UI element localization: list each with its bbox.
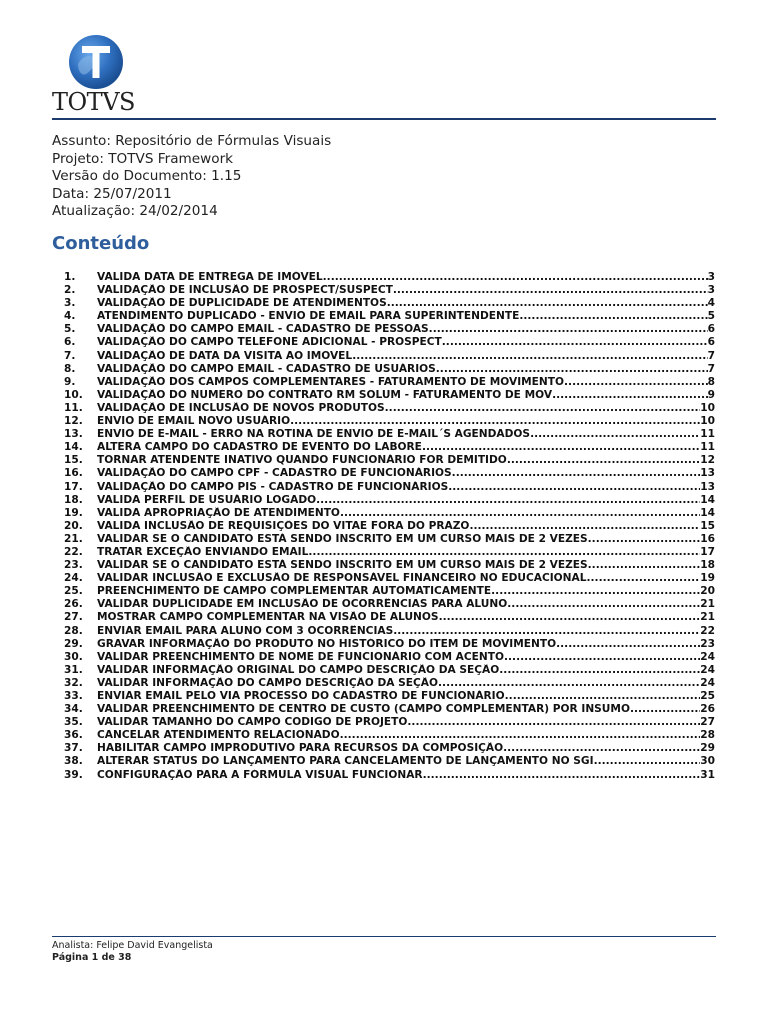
toc-entry-number: 29. bbox=[64, 637, 83, 650]
toc-leader-dots bbox=[290, 415, 700, 428]
toc-entry-page[interactable]: 14 bbox=[700, 506, 715, 519]
toc-entry-page[interactable]: 6 bbox=[707, 336, 715, 349]
logo-wordmark: TOTVS bbox=[52, 88, 135, 116]
toc-leader-dots bbox=[503, 742, 700, 755]
toc-entry-number: 14. bbox=[64, 441, 83, 454]
toc-entry[interactable] bbox=[64, 363, 715, 376]
toc-leader-dots bbox=[556, 638, 700, 651]
toc-entry-title[interactable]: PREENCHIMENTO DE CAMPO COMPLEMENTAR AUTOMATICAMENTE bbox=[97, 585, 492, 598]
toc-entry-title[interactable]: ENVIO DE EMAIL NOVO USUÁRIO bbox=[97, 415, 291, 428]
toc-entry-page[interactable]: 3 bbox=[707, 271, 715, 283]
toc-entry-title[interactable]: VALIDAR INFORMAÇÃO DO CAMPO DESCRIÇÃO DA SEÇÃO bbox=[97, 676, 439, 689]
toc-entry-page[interactable]: 7 bbox=[707, 349, 715, 362]
toc-leader-dots bbox=[422, 441, 700, 454]
toc-entry-title[interactable]: ALTERAR STATUS DO LANÇAMENTO PARA CANCELAMENTO DE LANÇAMENTO NO SGI bbox=[97, 755, 594, 768]
toc-leader-dots bbox=[564, 376, 708, 389]
toc-leader-dots bbox=[491, 585, 700, 598]
toc-entry[interactable] bbox=[64, 323, 715, 336]
toc-entry-title[interactable]: VALIDA PERFIL DE USUÁRIO LOGADO bbox=[97, 493, 317, 506]
toc-entry-page[interactable]: 20 bbox=[700, 585, 715, 598]
toc-leader-dots bbox=[519, 310, 707, 323]
toc-entry-page[interactable]: 16 bbox=[700, 532, 715, 545]
toc-entry-title[interactable]: TRATAR EXCEÇÃO ENVIANDO EMAIL bbox=[97, 545, 309, 558]
toc-entry-page[interactable]: 26 bbox=[700, 703, 715, 716]
toc-entry-title[interactable]: ENVIAR EMAIL PARA ALUNO COM 3 OCORRÊNCIAS bbox=[97, 624, 394, 637]
toc-leader-dots bbox=[323, 271, 708, 284]
toc-entry[interactable] bbox=[64, 454, 715, 467]
toc-entry[interactable] bbox=[64, 336, 715, 349]
toc-entry-title[interactable]: VALIDAÇÃO DE INCLUSÃO DE NOVOS PRODUTOS bbox=[97, 401, 385, 414]
toc-leader-dots bbox=[436, 363, 708, 376]
toc-entry-number: 24. bbox=[64, 572, 83, 585]
toc-entry-number: 11. bbox=[64, 401, 83, 414]
toc-entry-number: 28. bbox=[64, 624, 83, 637]
toc-entry-title[interactable]: VALIDAÇÃO DOS CAMPOS COMPLEMENTARES - FATURAMENTO DE MOVIMENTO bbox=[97, 375, 565, 388]
toc-entry-number: 31. bbox=[64, 663, 83, 676]
toc-entry[interactable] bbox=[64, 415, 715, 428]
toc-entry-page[interactable]: 24 bbox=[700, 676, 715, 689]
toc-entry-number: 5. bbox=[64, 323, 76, 336]
toc-entry-number: 16. bbox=[64, 467, 83, 480]
toc-entry-title[interactable]: ENVIO DE E-MAIL - ERRO NA ROTINA DE ENVIO DE E-MAIL´S AGENDADOS bbox=[97, 428, 531, 441]
toc-entry-page[interactable]: 24 bbox=[700, 650, 715, 663]
toc-entry[interactable] bbox=[64, 755, 715, 768]
subject-line: Assunto: Repositório de Fórmulas Visuais bbox=[52, 133, 332, 149]
toc-entry-number: 10. bbox=[64, 388, 83, 401]
toc-entry-number: 2. bbox=[64, 284, 76, 297]
toc-entry-number: 12. bbox=[64, 415, 83, 428]
toc-leader-dots bbox=[530, 428, 700, 441]
toc-entry-title[interactable]: CONFIGURAÇÃO PARA A FÓRMULA VISUAL FUNCIONAR bbox=[97, 768, 423, 781]
toc-entry-number: 34. bbox=[64, 703, 83, 716]
toc-entry[interactable] bbox=[64, 481, 715, 494]
toc-leader-dots bbox=[340, 729, 701, 742]
toc-leader-dots bbox=[448, 481, 700, 494]
toc-entry[interactable] bbox=[64, 494, 715, 507]
analyst-name: Analista: Felipe David Evangelista bbox=[52, 940, 213, 951]
toc-leader-dots bbox=[588, 533, 701, 546]
toc-leader-dots bbox=[385, 402, 701, 415]
toc-entry-page[interactable]: 17 bbox=[700, 545, 715, 558]
toc-entry-title[interactable]: VALIDAR DUPLICIDADE EM INCLUSÃO DE OCORRÊNCIAS PARA ALUNO bbox=[97, 598, 508, 611]
toc-entry-number: 33. bbox=[64, 690, 83, 702]
toc-entry-page[interactable]: 21 bbox=[700, 598, 715, 611]
toc-leader-dots bbox=[469, 520, 700, 533]
toc-entry-page[interactable]: 13 bbox=[700, 467, 715, 480]
toc-entry-number: 1. bbox=[64, 271, 76, 283]
toc-entry-page[interactable]: 19 bbox=[700, 572, 715, 585]
toc-entry-number: 36. bbox=[64, 729, 83, 742]
toc-entry[interactable] bbox=[64, 638, 715, 651]
page-number: Página 1 de 38 bbox=[52, 952, 132, 963]
toc-entry-page[interactable]: 3 bbox=[707, 284, 715, 297]
page-footer bbox=[52, 940, 213, 964]
contents-heading: Conteúdo bbox=[52, 233, 150, 254]
toc-entry-number: 20. bbox=[64, 519, 83, 532]
toc-entry-page[interactable]: 14 bbox=[700, 493, 715, 506]
project-line: Projeto: TOTVS Framework bbox=[52, 150, 234, 167]
toc-leader-dots bbox=[594, 755, 701, 768]
toc-entry-number: 18. bbox=[64, 493, 83, 506]
toc-entry-number: 7. bbox=[64, 349, 76, 362]
toc-entry-page[interactable]: 9 bbox=[707, 388, 715, 401]
toc-entry-page[interactable]: 21 bbox=[700, 611, 715, 624]
toc-entry-title[interactable]: HABILITAR CAMPO IMPRODUTIVO PARA RECURSOS DA COMPOSIÇÃO bbox=[97, 742, 504, 755]
toc-entry-number: 26. bbox=[64, 598, 83, 611]
toc-entry-page[interactable]: 10 bbox=[700, 415, 715, 428]
toc-entry-number: 13. bbox=[64, 428, 83, 441]
toc-entry-title[interactable]: ATENDIMENTO DUPLICADO - ENVIO DE EMAIL PARA SUPERINTENDENTE bbox=[97, 310, 520, 323]
toc-entry[interactable] bbox=[64, 559, 715, 572]
toc-entry[interactable] bbox=[64, 546, 715, 559]
toc-entry-title[interactable]: ENVIAR EMAIL PELO VIA PROCESSO DO CADASTRO DE FUNCIONÁRIO bbox=[97, 690, 505, 702]
toc-entry[interactable] bbox=[64, 271, 715, 284]
toc-leader-dots bbox=[630, 703, 700, 716]
toc-entry-title[interactable]: ALTERA CAMPO DO CADASTRO DE EVENTO DO LABORE bbox=[97, 441, 422, 454]
version-line: Versão do Documento: 1.15 bbox=[52, 168, 242, 185]
header-divider bbox=[52, 118, 716, 120]
toc-leader-dots bbox=[452, 467, 701, 480]
toc-entry-title[interactable]: GRAVAR INFORMAÇÃO DO PRODUTO NO HISTÓRICO DO ITEM DE MOVIMENTO bbox=[97, 637, 557, 650]
toc-entry-page[interactable]: 23 bbox=[700, 637, 715, 650]
toc-entry-number: 38. bbox=[64, 755, 83, 768]
toc-entry[interactable] bbox=[64, 690, 715, 703]
toc-leader-dots bbox=[308, 546, 700, 559]
toc-leader-dots bbox=[393, 284, 708, 297]
toc-leader-dots bbox=[438, 677, 700, 690]
toc-entry-number: 8. bbox=[64, 362, 76, 375]
toc-leader-dots bbox=[587, 572, 701, 585]
toc-leader-dots bbox=[407, 716, 700, 729]
toc-leader-dots bbox=[504, 651, 700, 664]
toc-entry-page[interactable]: 12 bbox=[700, 454, 715, 467]
toc-entry-number: 3. bbox=[64, 297, 76, 310]
toc-entry[interactable] bbox=[64, 677, 715, 690]
toc-entry[interactable] bbox=[64, 284, 715, 297]
toc-entry-title[interactable]: VALIDAR PREENCHIMENTO DE CENTRO DE CUSTO (CAMPO COMPLEMENTAR) POR INSUMO bbox=[97, 703, 630, 716]
toc-entry-title[interactable]: TORNAR ATENDENTE INATIVO QUANDO FUNCIONÁRIO FOR DEMITIDO bbox=[97, 454, 507, 467]
toc-entry-number: 27. bbox=[64, 611, 83, 624]
toc-entry[interactable] bbox=[64, 467, 715, 480]
toc-leader-dots bbox=[505, 690, 701, 703]
toc-entry-title[interactable]: VALIDAR INCLUSÃO E EXCLUSÃO DE RESPONSÁVEL FINANCEIRO NO EDUCACIONAL bbox=[97, 572, 587, 585]
toc-entry-title[interactable]: VALIDAÇÃO DO CAMPO EMAIL - CADASTRO DE PESSOAS bbox=[97, 323, 429, 336]
toc-leader-dots bbox=[423, 769, 701, 782]
toc-entry[interactable] bbox=[64, 611, 715, 624]
toc-entry-number: 4. bbox=[64, 310, 76, 323]
toc-entry-title[interactable]: VALIDAÇÃO DO CAMPO EMAIL - CADASTRO DE USUÁRIOS bbox=[97, 362, 436, 375]
toc-entry-page[interactable]: 31 bbox=[700, 768, 715, 781]
toc-entry[interactable] bbox=[64, 428, 715, 441]
toc-entry-title[interactable]: VALIDAR INFORMAÇÃO ORIGINAL DO CAMPO DESCRIÇÃO DA SEÇÃO bbox=[97, 663, 500, 676]
toc-leader-dots bbox=[393, 625, 700, 638]
toc-entry[interactable] bbox=[64, 572, 715, 585]
toc-entry-number: 32. bbox=[64, 676, 83, 689]
toc-entry-page[interactable]: 28 bbox=[700, 729, 715, 742]
toc-entry[interactable] bbox=[64, 441, 715, 454]
document-metadata bbox=[52, 133, 331, 221]
toc-entry-page[interactable]: 18 bbox=[700, 559, 715, 572]
toc-entry-page[interactable]: 11 bbox=[700, 428, 715, 441]
toc-entry-title[interactable]: VALIDA APROPRIAÇÃO DE ATENDIMENTO bbox=[97, 506, 340, 519]
toc-entry-title[interactable]: VALIDAÇÃO DO NUMERO DO CONTRATO RM SOLUM - FATURAMENTO DE MOV bbox=[97, 388, 553, 401]
toc-entry-page[interactable]: 15 bbox=[700, 519, 715, 532]
toc-entry-number: 21. bbox=[64, 532, 83, 545]
toc-leader-dots bbox=[507, 598, 700, 611]
toc-entry-title[interactable]: VALIDAÇÃO DO CAMPO TELEFONE ADICIONAL - PROSPECT bbox=[97, 336, 442, 349]
toc-entry-title[interactable]: VALIDAR SE O CANDIDATO ESTÁ SENDO INSCRITO EM UM CURSO MAIS DE 2 VEZES bbox=[97, 532, 588, 545]
toc-entry-title[interactable]: VALIDAÇÃO DO CAMPO CPF - CADASTRO DE FUNCIONÁRIOS bbox=[97, 467, 452, 480]
toc-leader-dots bbox=[352, 350, 707, 363]
table-of-contents bbox=[64, 271, 715, 782]
toc-entry[interactable] bbox=[64, 297, 715, 310]
toc-entry-number: 17. bbox=[64, 480, 83, 493]
toc-entry[interactable] bbox=[64, 402, 715, 415]
toc-entry-page[interactable]: 4 bbox=[707, 297, 715, 310]
toc-entry-title[interactable]: VALIDA DATA DE ENTREGA DE IMÓVEL bbox=[97, 271, 323, 283]
toc-entry[interactable] bbox=[64, 651, 715, 664]
toc-entry[interactable] bbox=[64, 585, 715, 598]
toc-entry-title[interactable]: VALIDAÇÃO DO CAMPO PIS - CADASTRO DE FUNCIONÁRIOS bbox=[97, 480, 449, 493]
toc-leader-dots bbox=[442, 336, 708, 349]
toc-entry-title[interactable]: CANCELAR ATENDIMENTO RELACIONADO bbox=[97, 729, 340, 742]
toc-leader-dots bbox=[499, 664, 700, 677]
toc-entry[interactable] bbox=[64, 716, 715, 729]
date-line: Data: 25/07/2011 bbox=[52, 185, 172, 202]
toc-entry-page[interactable]: 30 bbox=[700, 755, 715, 768]
toc-leader-dots bbox=[507, 454, 700, 467]
toc-entry[interactable] bbox=[64, 533, 715, 546]
toc-entry-number: 6. bbox=[64, 336, 76, 349]
toc-leader-dots bbox=[552, 389, 708, 402]
toc-entry-title[interactable]: VALIDA INCLUSÃO DE REQUISIÇÕES DO VITAE FORA DO PRAZO bbox=[97, 519, 470, 532]
toc-entry-page[interactable]: 27 bbox=[700, 716, 715, 729]
toc-entry-page[interactable]: 6 bbox=[707, 323, 715, 336]
toc-leader-dots bbox=[588, 559, 701, 572]
toc-entry-number: 30. bbox=[64, 650, 83, 663]
toc-entry-number: 37. bbox=[64, 742, 83, 755]
toc-entry-title[interactable]: MOSTRAR CAMPO COMPLEMENTAR NA VISÃO DE ALUNOS bbox=[97, 611, 439, 624]
toc-entry-page[interactable]: 8 bbox=[707, 375, 715, 388]
toc-entry-page[interactable]: 10 bbox=[700, 401, 715, 414]
toc-entry-page[interactable]: 25 bbox=[700, 690, 715, 702]
toc-entry[interactable] bbox=[64, 520, 715, 533]
toc-entry-page[interactable]: 24 bbox=[700, 663, 715, 676]
toc-entry-title[interactable]: VALIDAR SE O CANDIDATO ESTÁ SENDO INSCRITO EM UM CURSO MAIS DE 2 VEZES bbox=[97, 559, 588, 572]
toc-entry-page[interactable]: 11 bbox=[700, 441, 715, 454]
toc-entry-number: 22. bbox=[64, 545, 83, 558]
toc-entry-number: 19. bbox=[64, 506, 83, 519]
toc-entry[interactable] bbox=[64, 769, 715, 782]
update-line: Atualização: 24/02/2014 bbox=[52, 203, 218, 220]
toc-entry-title[interactable]: VALIDAR PREENCHIMENTO DE NOME DE FUNCIONÁRIO COM ACENTO bbox=[97, 650, 504, 663]
toc-leader-dots bbox=[316, 494, 700, 507]
toc-entry-title[interactable]: VALIDAÇÃO DE DATA DA VISITA AO IMOVEL bbox=[97, 349, 353, 362]
toc-leader-dots bbox=[429, 323, 708, 336]
toc-entry-page[interactable]: 29 bbox=[700, 742, 715, 755]
footer-divider bbox=[52, 936, 716, 937]
toc-entry[interactable] bbox=[64, 507, 715, 520]
toc-entry[interactable] bbox=[64, 350, 715, 363]
toc-leader-dots bbox=[439, 611, 701, 624]
toc-entry[interactable] bbox=[64, 729, 715, 742]
toc-entry[interactable] bbox=[64, 598, 715, 611]
toc-entry-title[interactable]: VALIDAÇÃO DE INCLUSÃO DE PROSPECT/SUSPECT bbox=[97, 284, 393, 297]
toc-leader-dots bbox=[387, 297, 708, 310]
toc-entry[interactable] bbox=[64, 376, 715, 389]
toc-entry-page[interactable]: 13 bbox=[700, 480, 715, 493]
toc-entry[interactable] bbox=[64, 742, 715, 755]
toc-entry[interactable] bbox=[64, 389, 715, 402]
toc-entry-number: 25. bbox=[64, 585, 83, 598]
toc-entry-page[interactable]: 5 bbox=[707, 310, 715, 323]
toc-entry-page[interactable]: 22 bbox=[700, 624, 715, 637]
toc-entry-page[interactable]: 7 bbox=[707, 362, 715, 375]
toc-entry[interactable] bbox=[64, 703, 715, 716]
toc-entry-title[interactable]: VALIDAÇÃO DE DUPLICIDADE DE ATENDIMENTOS bbox=[97, 297, 387, 310]
toc-entry-number: 35. bbox=[64, 716, 83, 729]
toc-entry[interactable] bbox=[64, 664, 715, 677]
toc-entry-number: 23. bbox=[64, 559, 83, 572]
toc-entry[interactable] bbox=[64, 310, 715, 323]
toc-entry-number: 39. bbox=[64, 768, 83, 781]
totvs-globe-logo-icon bbox=[68, 34, 124, 90]
toc-leader-dots bbox=[340, 507, 700, 520]
totvs-logo bbox=[52, 34, 144, 114]
toc-entry[interactable] bbox=[64, 625, 715, 638]
toc-entry-title[interactable]: VALIDAR TAMANHO DO CAMPO CODIGO DE PROJETO bbox=[97, 716, 408, 729]
toc-entry-number: 9. bbox=[64, 375, 76, 388]
toc-entry-number: 15. bbox=[64, 454, 83, 467]
